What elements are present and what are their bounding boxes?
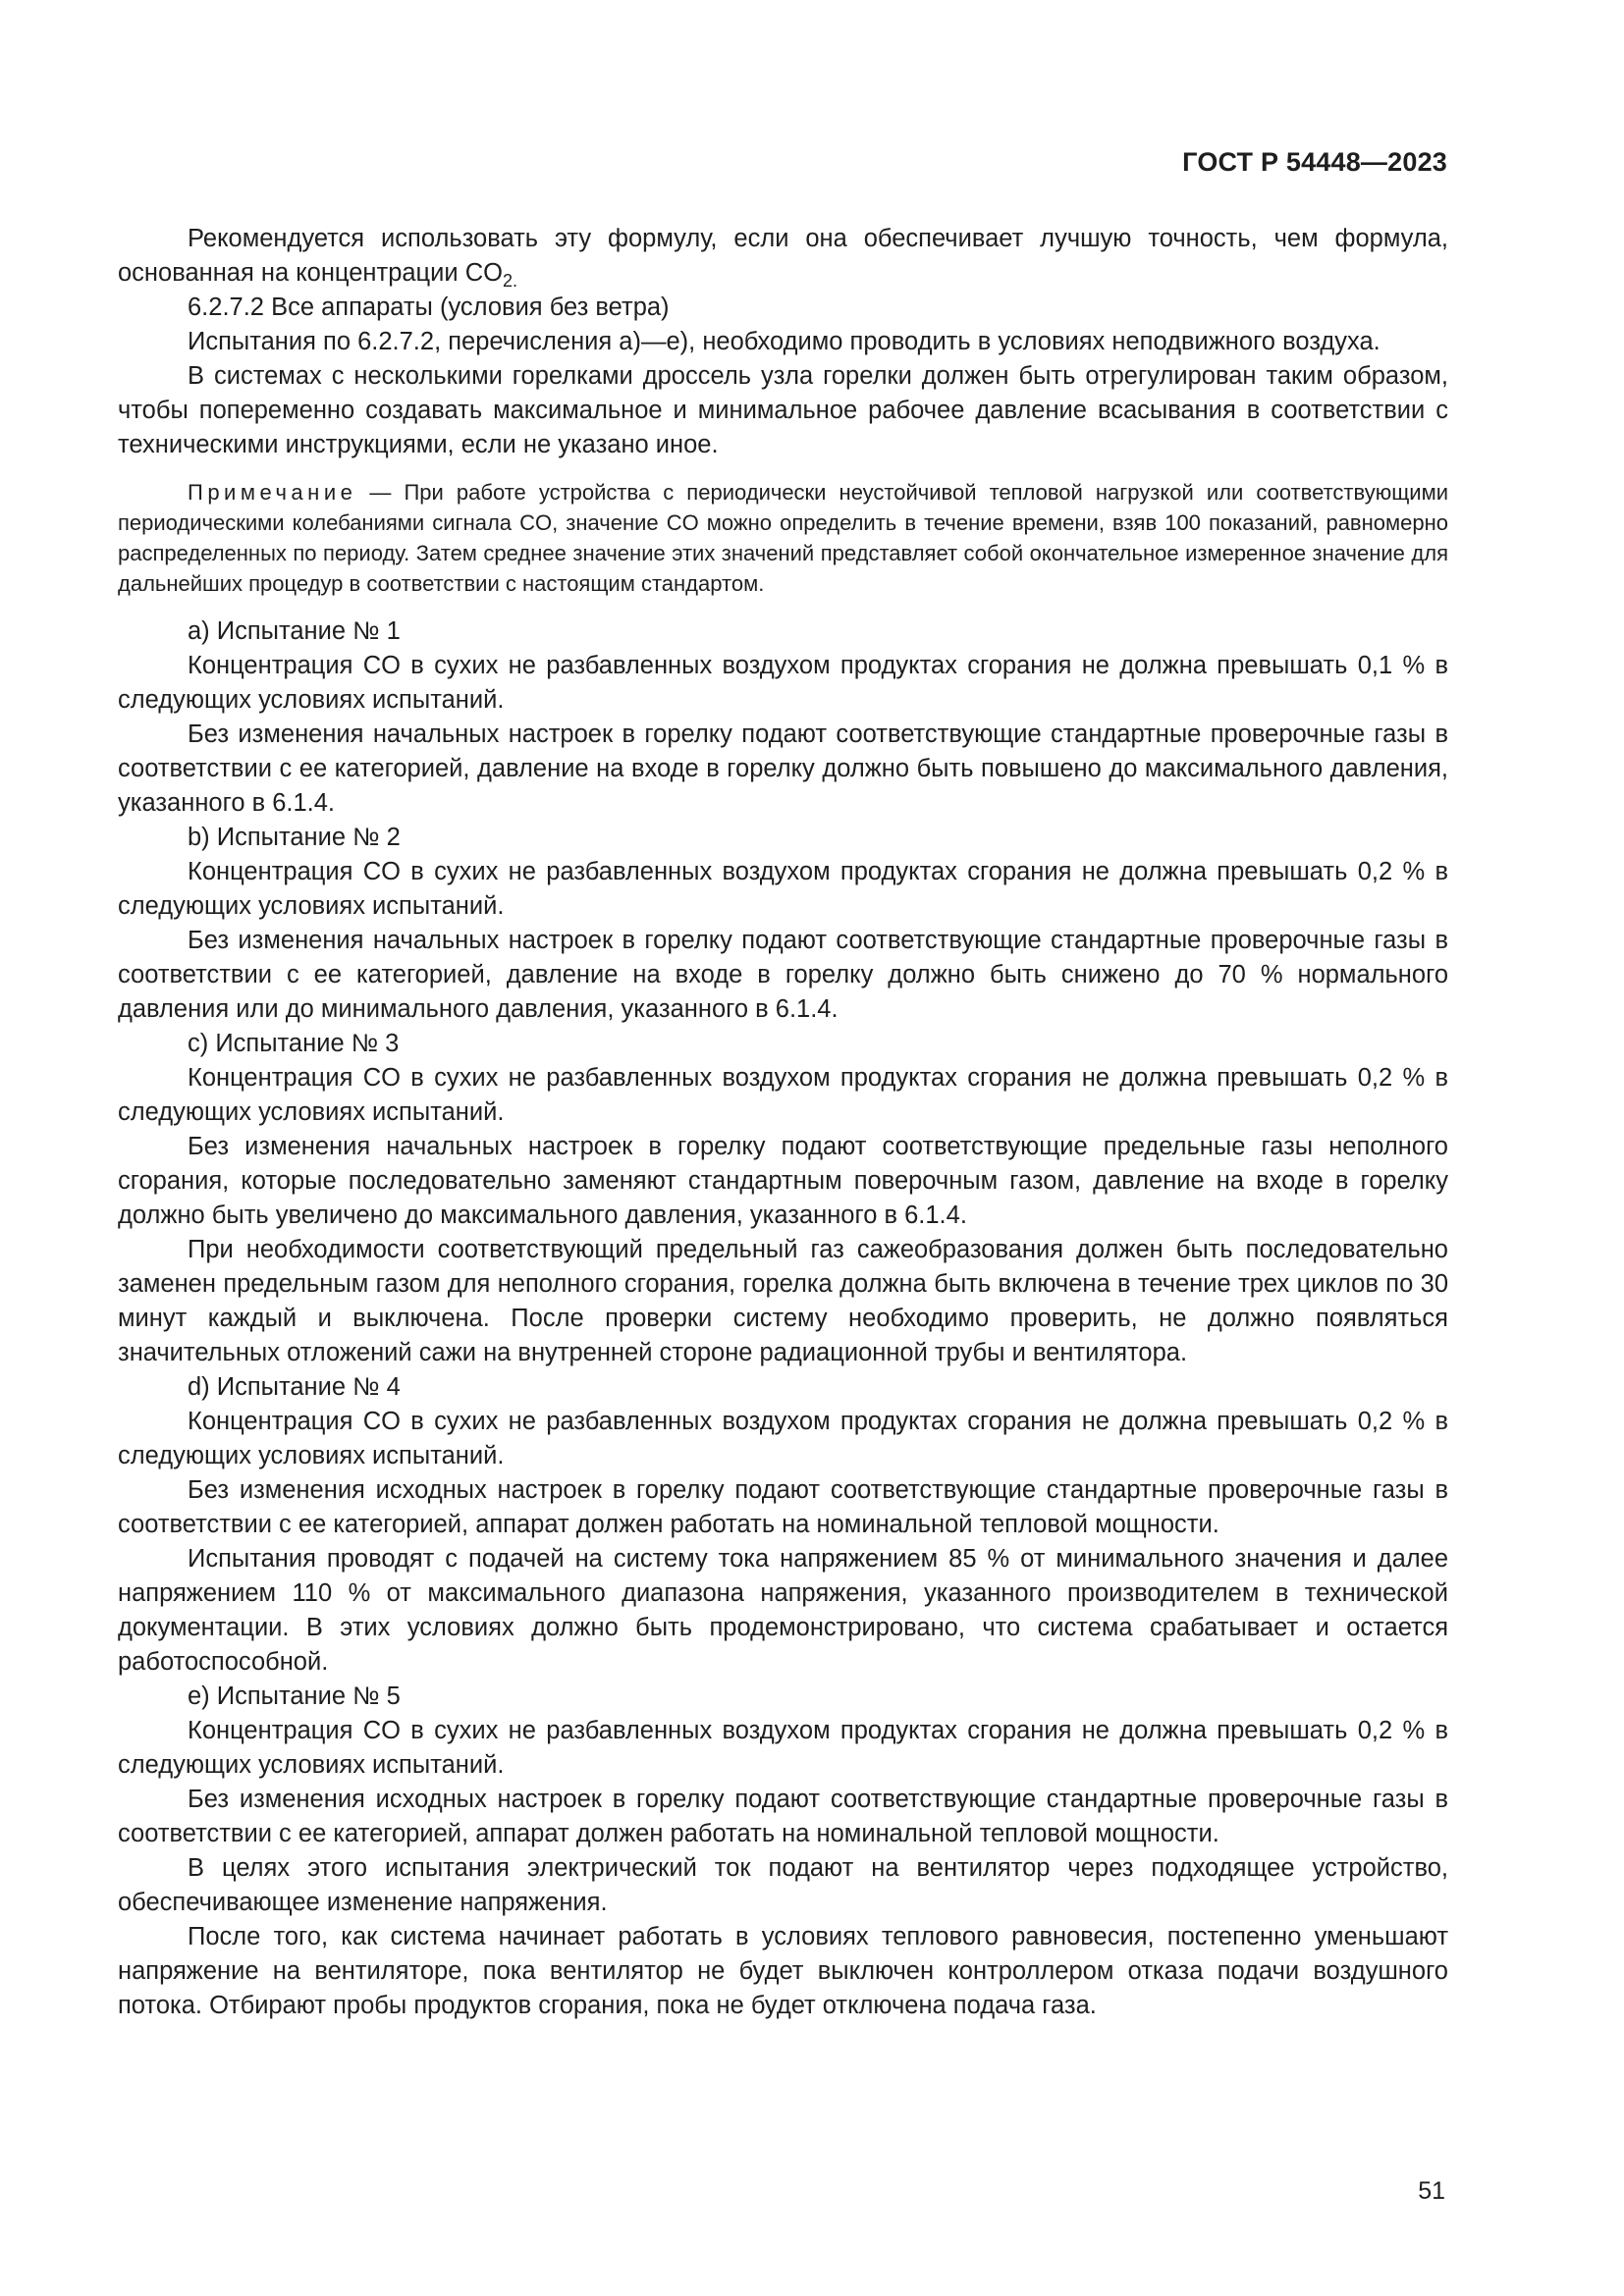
list-item-heading: e) Испытание № 5 (188, 1682, 401, 1710)
paragraph-formula-recommendation: Рекомендуется использовать эту формулу, если она обеспечивает лучшую точность, чем формула, основанная на концентрации $CO_{2.}$ (118, 225, 1448, 292)
paragraph: Без изменения начальных настроек в горелку подают соответствующие предельные газы неполного сгорания, которые последовательно заменяют стандартным поверочным газом, давление на входе в горелку должно быть увеличено до максимального давления, указанного в 6.1.4. (118, 1133, 1448, 1229)
page-number: 51 (1418, 2177, 1445, 2205)
paragraph: Без изменения начальных настроек в горелку подают соответствующие стандартные проверочные газы в соответствии с ее категорией, давление на входе в горелку должно быть снижено до 70 % нормального давления или до минимального давления, указанного в 6.1.4. (118, 927, 1448, 1023)
note-block (118, 477, 1448, 599)
paragraph: Испытания по 6.2.7.2, перечисления a)—e), необходимо проводить в условиях неподвижного воздуха. (188, 328, 1380, 355)
list-item-heading: d) Испытание № 4 (188, 1373, 401, 1401)
list-item-heading: c) Испытание № 3 (188, 1030, 400, 1057)
note-label: Примечание (188, 480, 357, 505)
section-heading-6-2-7-2: 6.2.7.2 Все аппараты (условия без ветра) (188, 294, 670, 321)
document-id-header: ГОСТ Р 54448—2023 (1182, 147, 1447, 177)
paragraph: Без изменения исходных настроек в горелку подают соответствующие стандартные проверочные газы в соответствии с ее категорией, аппарат должен работать на номинальной тепловой мощности. (118, 1476, 1448, 1538)
paragraph: После того, как система начинает работать в условиях теплового равновесия, постепенно уменьшают напряжение на вентиляторе, пока вентилятор не будет выключен контроллером отказа подачи воздушного потока. Отбирают пробы продуктов сгорания, пока не будет отключена подача газа. (118, 1923, 1448, 2019)
paragraph: Без изменения начальных настроек в горелку подают соответствующие стандартные проверочные газы в соответствии с ее категорией, давление на входе в горелку должно быть повышено до максимального давления, указанного в 6.1.4. (118, 721, 1448, 817)
paragraph: Концентрация CO в сухих не разбавленных воздухом продуктах сгорания не должна превышать 0,2 % в следующих условиях испытаний. (118, 1408, 1448, 1469)
paragraph: Концентрация CO в сухих не разбавленных воздухом продуктах сгорания не должна превышать 0,1 % в следующих условиях испытаний. (118, 652, 1448, 714)
subscript: 2. (503, 271, 518, 292)
list-item-heading: a) Испытание № 1 (188, 617, 401, 645)
paragraph: Без изменения исходных настроек в горелку подают соответствующие стандартные проверочные газы в соответствии с ее категорией, аппарат должен работать на номинальной тепловой мощности. (118, 1786, 1448, 1847)
paragraph: Испытания проводят с подачей на систему тока напряжением 85 % от минимального значения и далее напряжением 110 % от максимального диапазона напряжения, указанного производителем в технической документации. В этих условиях должно быть продемонстрировано, что система срабатывает и остается работоспособной. (118, 1545, 1448, 1676)
paragraph: При необходимости соответствующий предельный газ сажеобразования должен быть последовательно заменен предельным газом для неполного сгорания, горелка должна быть включена в течение трех циклов по 30 минут каждый и выключена. После проверки систему необходимо проверить, не должно появляться значительных отложений сажи на внутренней стороне радиационной трубы и вентилятора. (118, 1236, 1448, 1366)
paragraph: В системах с несколькими горелками дроссель узла горелки должен быть отрегулирован таким образом, чтобы попеременно создавать максимальное и минимальное рабочее давление всасывания в соответствии с техническими инструкциями, если не указано иное. (118, 362, 1448, 458)
list-item-heading: b) Испытание № 2 (188, 824, 401, 851)
paragraph: Концентрация CO в сухих не разбавленных воздухом продуктах сгорания не должна превышать 0,2 % в следующих условиях испытаний. (118, 1717, 1448, 1779)
paragraph: В целях этого испытания электрический ток подают на вентилятор через подходящее устройство, обеспечивающее изменение напряжения. (118, 1854, 1448, 1916)
document-body (118, 222, 1448, 2023)
paragraph: Концентрация CO в сухих не разбавленных воздухом продуктах сгорания не должна превышать 0,2 % в следующих условиях испытаний. (118, 1064, 1448, 1126)
paragraph: Концентрация CO в сухих не разбавленных воздухом продуктах сгорания не должна превышать 0,2 % в следующих условиях испытаний. (118, 858, 1448, 920)
note-text: — При работе устройства с периодически неустойчивой тепловой нагрузкой или соответствующими периодическими колебаниями сигнала CO, значение CO можно определить в течение времени, взяв 100 показаний, равномерно распределенных по периоду. Затем среднее значение этих значений представляет собой окончательное измеренное значение для дальнейших процедур в соответствии с настоящим стандартом. (118, 480, 1448, 596)
